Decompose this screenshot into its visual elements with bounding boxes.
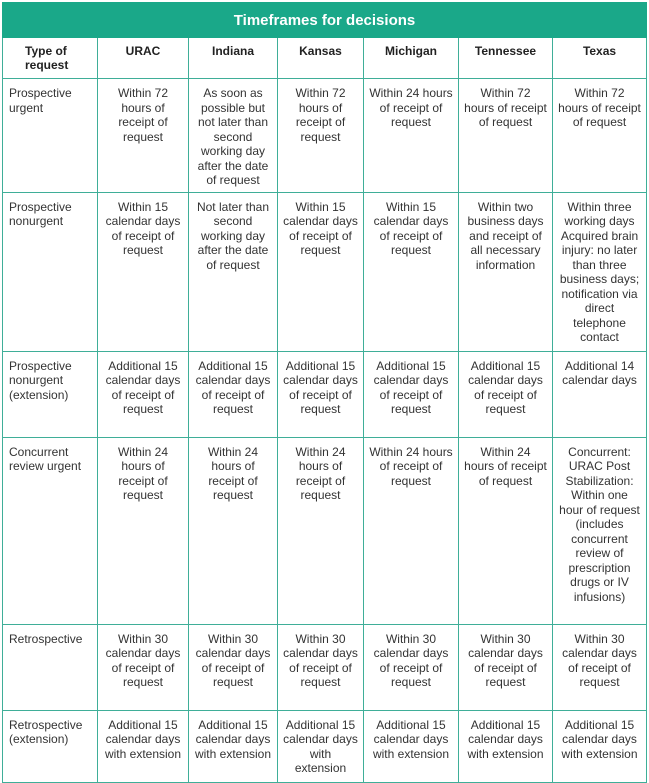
row-label: Retrospective (extension) bbox=[3, 710, 98, 782]
table-cell: Within 30 calendar days of receipt of request bbox=[278, 624, 364, 710]
table-cell: Additional 14 calendar days bbox=[553, 351, 647, 437]
table-cell: Within 30 calendar days of receipt of request bbox=[189, 624, 278, 710]
table-cell: Within 24 hours of receipt of request bbox=[459, 437, 553, 624]
table-cell: Within 30 calendar days of receipt of request bbox=[364, 624, 459, 710]
row-label: Prospective nonurgent bbox=[3, 192, 98, 351]
table-cell: Additional 15 calendar days with extension bbox=[553, 710, 647, 782]
table-cell: Within 30 calendar days of receipt of request bbox=[553, 624, 647, 710]
header-tennessee: Tennessee bbox=[459, 38, 553, 79]
row-label: Concurrent review urgent bbox=[3, 437, 98, 624]
table-cell: Within 72 hours of receipt of request bbox=[278, 79, 364, 193]
table-cell: Additional 15 calendar days of receipt of request bbox=[189, 351, 278, 437]
table-cell: Concurrent: URAC Post Stabilization: Within one hour of request (includes concurrent review of prescription drugs or IV infusions) bbox=[553, 437, 647, 624]
table-cell: Additional 15 calendar days of receipt of request bbox=[459, 351, 553, 437]
table-cell: Additional 15 calendar days with extension bbox=[189, 710, 278, 782]
header-type-of-request: Type of request bbox=[3, 38, 98, 79]
timeframes-table bbox=[2, 2, 647, 783]
table-cell: Within 24 hours of receipt of request bbox=[189, 437, 278, 624]
table-cell: Additional 15 calendar days with extension bbox=[278, 710, 364, 782]
header-michigan: Michigan bbox=[364, 38, 459, 79]
table-cell: Within 15 calendar days of receipt of request bbox=[278, 192, 364, 351]
title-row bbox=[3, 3, 647, 38]
header-texas: Texas bbox=[553, 38, 647, 79]
table-cell: Within 15 calendar days of receipt of request bbox=[364, 192, 459, 351]
table-row bbox=[3, 351, 647, 437]
table-row bbox=[3, 437, 647, 624]
row-label: Prospective nonurgent (extension) bbox=[3, 351, 98, 437]
row-label: Prospective urgent bbox=[3, 79, 98, 193]
table-cell: Within 30 calendar days of receipt of request bbox=[459, 624, 553, 710]
table-cell: Not later than second working day after the date of request bbox=[189, 192, 278, 351]
table-cell: Within 24 hours of receipt of request bbox=[364, 79, 459, 193]
table-cell: Additional 15 calendar days of receipt of request bbox=[364, 351, 459, 437]
table-cell: Additional 15 calendar days with extension bbox=[364, 710, 459, 782]
table-row bbox=[3, 710, 647, 782]
table-cell: Within 24 hours of receipt of request bbox=[98, 437, 189, 624]
table-cell: Within 72 hours of receipt of request bbox=[459, 79, 553, 193]
table-cell: Additional 15 calendar days of receipt of request bbox=[98, 351, 189, 437]
header-urac: URAC bbox=[98, 38, 189, 79]
row-label: Retrospective bbox=[3, 624, 98, 710]
table-cell: Additional 15 calendar days of receipt of request bbox=[278, 351, 364, 437]
table-cell: Within 24 hours of receipt of request bbox=[278, 437, 364, 624]
table-row bbox=[3, 79, 647, 193]
table-cell: As soon as possible but not later than second working day after the date of request bbox=[189, 79, 278, 193]
table-cell: Within 30 calendar days of receipt of request bbox=[98, 624, 189, 710]
table-row bbox=[3, 624, 647, 710]
table-cell: Additional 15 calendar days with extension bbox=[98, 710, 189, 782]
timeframes-table-wrapper bbox=[2, 2, 646, 783]
table-cell: Within 24 hours of receipt of request bbox=[364, 437, 459, 624]
table-cell: Within 72 hours of receipt of request bbox=[98, 79, 189, 193]
header-kansas: Kansas bbox=[278, 38, 364, 79]
table-cell: Within two business days and receipt of all necessary information bbox=[459, 192, 553, 351]
table-row bbox=[3, 192, 647, 351]
table-cell: Within three working days Acquired brain injury: no later than three business days; notification via direct telephone contact bbox=[553, 192, 647, 351]
table-cell: Within 72 hours of receipt of request bbox=[553, 79, 647, 193]
table-cell: Within 15 calendar days of receipt of request bbox=[98, 192, 189, 351]
header-indiana: Indiana bbox=[189, 38, 278, 79]
header-row bbox=[3, 38, 647, 79]
table-cell: Additional 15 calendar days with extension bbox=[459, 710, 553, 782]
table-title: Timeframes for decisions bbox=[3, 3, 647, 38]
